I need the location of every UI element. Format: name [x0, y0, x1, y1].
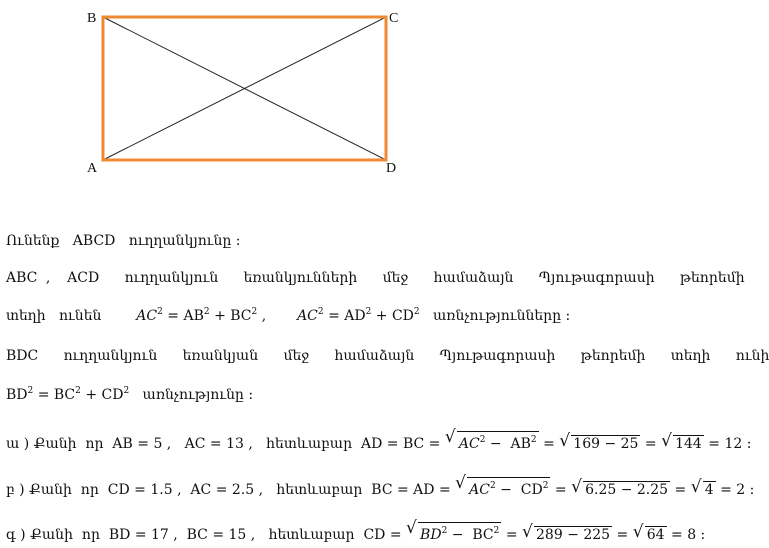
- rad-value: 64: [646, 527, 665, 543]
- result: = 12 :: [703, 436, 752, 452]
- sqrt-1: [408, 522, 501, 543]
- sup: 2: [542, 481, 549, 491]
- rad-value: 4: [704, 482, 714, 498]
- eq: =: [640, 436, 657, 452]
- sup: 2: [317, 307, 324, 317]
- formula-bc-2: = BC: [33, 387, 76, 403]
- formula-ab: = AB: [162, 308, 204, 324]
- formula-ad: = AD: [323, 308, 366, 324]
- vertex-a-label: A: [87, 161, 98, 176]
- vertex-c-label: C: [389, 11, 399, 26]
- sup: 2: [441, 526, 448, 536]
- rad-bc: − BC: [447, 527, 494, 543]
- rad-ac: AC: [469, 482, 490, 498]
- result: = 8 :: [666, 527, 706, 543]
- relations: առնչությունները :: [419, 308, 571, 324]
- sup: 2: [27, 386, 34, 396]
- formula-ac-1: AC: [136, 308, 158, 324]
- sup: 2: [75, 386, 81, 396]
- text-line-4: [6, 348, 769, 364]
- formula-bd: BD: [6, 387, 28, 403]
- sqrt-2: [573, 481, 670, 498]
- rectangle-diagram: [0, 0, 709, 190]
- formula-cd: + CD: [371, 308, 414, 324]
- sqrt-2: [561, 435, 640, 452]
- sqrt-3: [693, 481, 716, 498]
- sup: 2: [251, 307, 258, 317]
- takes-place: տեղի ունեն: [6, 308, 102, 324]
- given-rectangle: Ունենք ABCD ուղղանկյունը :: [6, 233, 241, 249]
- comma: ,: [257, 308, 267, 324]
- sup: 2: [530, 435, 537, 445]
- vertex-d-label: D: [386, 161, 397, 176]
- eq: =: [670, 482, 687, 498]
- rad-value: 289 − 225: [536, 527, 611, 543]
- formula-ac-2: AC: [297, 308, 318, 324]
- sup: 2: [203, 307, 210, 317]
- text-line-5: [6, 386, 706, 403]
- sqrt-1: [457, 477, 550, 498]
- pythagoras-statement-1: ABC , ACD ուղղանկյուն եռանկյունների մեջ համաձայն Պյութագորասի թեորեմի: [6, 270, 745, 286]
- result: = 2 :: [715, 482, 755, 498]
- rad-value: 169 − 25: [573, 436, 639, 452]
- part-a: [6, 431, 752, 452]
- relation: առնչությունը :: [129, 387, 254, 403]
- sqrt-1: [447, 431, 539, 452]
- text-line-1: [6, 233, 706, 249]
- vertex-b-label: B: [87, 11, 97, 26]
- text-line-3: [6, 307, 706, 324]
- text-line-2: [6, 270, 745, 286]
- sup: 2: [413, 307, 420, 317]
- part-b-text: բ ) Քանի որ CD = 1.5 , AC = 2.5 , հետևաբար BC = AD =: [6, 482, 451, 498]
- sqrt-3: [663, 435, 704, 452]
- sup: 2: [123, 386, 130, 396]
- part-c-text: գ ) Քանի որ BD = 17 , BC = 15 , հետևաբար CD =: [6, 527, 402, 543]
- rad-ac: AC: [458, 436, 480, 452]
- rad-value: 6.25 − 2.25: [585, 482, 669, 498]
- sup: 2: [365, 307, 372, 317]
- sup: 2: [479, 435, 486, 445]
- sup: 2: [493, 526, 500, 536]
- eq: =: [550, 482, 567, 498]
- sqrt-2: [524, 526, 612, 543]
- eq: =: [612, 527, 629, 543]
- sup: 2: [489, 481, 496, 491]
- part-b: [6, 477, 755, 498]
- eq: =: [538, 436, 555, 452]
- sqrt-3: [635, 526, 667, 543]
- eq: =: [501, 527, 518, 543]
- pythagoras-statement-2: BDC ուղղանկյուն եռանկյան մեջ համաձայն Պյութագորասի թեորեմի տեղի ունի: [6, 348, 769, 364]
- rad-cd: − CD: [495, 482, 543, 498]
- rad-ab: − AB: [485, 436, 531, 452]
- part-a-text: ա ) Քանի որ AB = 5 , AC = 13 , հետևաբար AD = BC =: [6, 436, 441, 452]
- rad-bd: BD: [420, 527, 442, 543]
- part-c: [6, 522, 706, 543]
- formula-bc: + BC: [209, 308, 252, 324]
- formula-cd-2: + CD: [80, 387, 124, 403]
- sup: 2: [157, 307, 163, 317]
- rad-value: 144: [675, 436, 702, 452]
